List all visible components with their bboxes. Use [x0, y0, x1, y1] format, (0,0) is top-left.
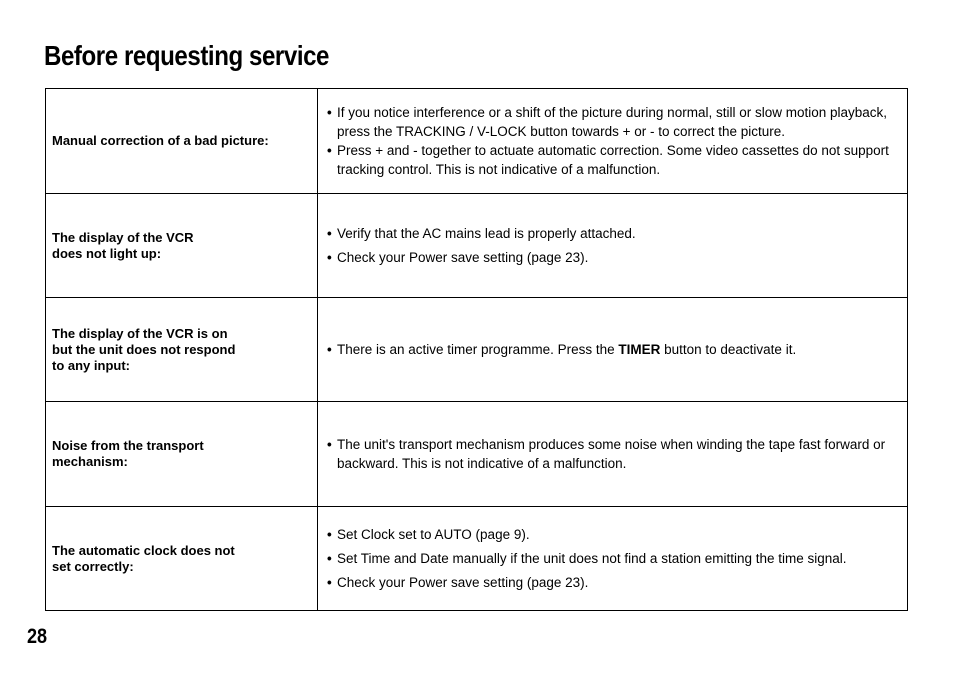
- solution-text: There is an active timer programme. Press the: [337, 342, 619, 357]
- solution-text: button to deactivate it.: [660, 342, 797, 357]
- solution-cell: [318, 507, 908, 611]
- solution-cell: [318, 402, 908, 507]
- problem-text: The display of the VCR is on but the unit does not respond to any input:: [52, 325, 236, 373]
- problem-text: Noise from the transport mechanism:: [52, 438, 204, 469]
- solution-item: • Verify that the AC mains lead is properly attached.: [327, 224, 899, 243]
- page-number: 28: [27, 625, 48, 648]
- solution-cell: [318, 194, 908, 298]
- table-row: [46, 507, 908, 611]
- solution-cell: [318, 298, 908, 402]
- solution-item: • Set Time and Date manually if the unit does not find a station emitting the time signal.: [327, 549, 899, 568]
- table-row: [46, 194, 908, 298]
- problem-cell: [46, 89, 318, 194]
- problem-cell: [46, 507, 318, 611]
- solution-item: • Check your Power save setting (page 23).: [327, 248, 899, 267]
- problem-text: The display of the VCR does not light up:: [52, 229, 194, 261]
- solution-list: [327, 224, 899, 267]
- problem-text: The automatic clock does not set correctly:: [52, 542, 235, 574]
- solution-item: • Set Clock set to AUTO (page 9).: [327, 525, 899, 544]
- problem-cell: [46, 298, 318, 402]
- table-row: [46, 89, 908, 194]
- solution-item: • If you notice interference or a shift of the picture during normal, still or slow motion playback, press the TRACKING / V-LOCK button towards + or - to correct the picture.: [327, 103, 899, 141]
- problem-cell: [46, 402, 318, 507]
- table-row: [46, 402, 908, 507]
- solution-item: • Press + and - together to actuate automatic correction. Some video cassettes do not support tracking control. This is not indicative of a malfunction.: [327, 141, 899, 179]
- solution-list: [327, 103, 899, 179]
- table-row: [46, 298, 908, 402]
- problem-text: Manual correction of a bad picture:: [52, 133, 269, 148]
- solution-item: [327, 340, 899, 359]
- solution-item: • Check your Power save setting (page 23).: [327, 573, 899, 592]
- solution-item: • The unit's transport mechanism produces some noise when winding the tape fast forward or backward. This is not indicative of a malfunction.: [327, 435, 899, 473]
- troubleshooting-table: [45, 88, 908, 611]
- solution-list: [327, 340, 899, 359]
- solution-list: [327, 525, 899, 592]
- page-title: Before requesting service: [44, 40, 330, 71]
- problem-cell: [46, 194, 318, 298]
- solution-cell: [318, 89, 908, 194]
- timer-button-label: TIMER: [618, 342, 661, 357]
- solution-list: [327, 435, 899, 473]
